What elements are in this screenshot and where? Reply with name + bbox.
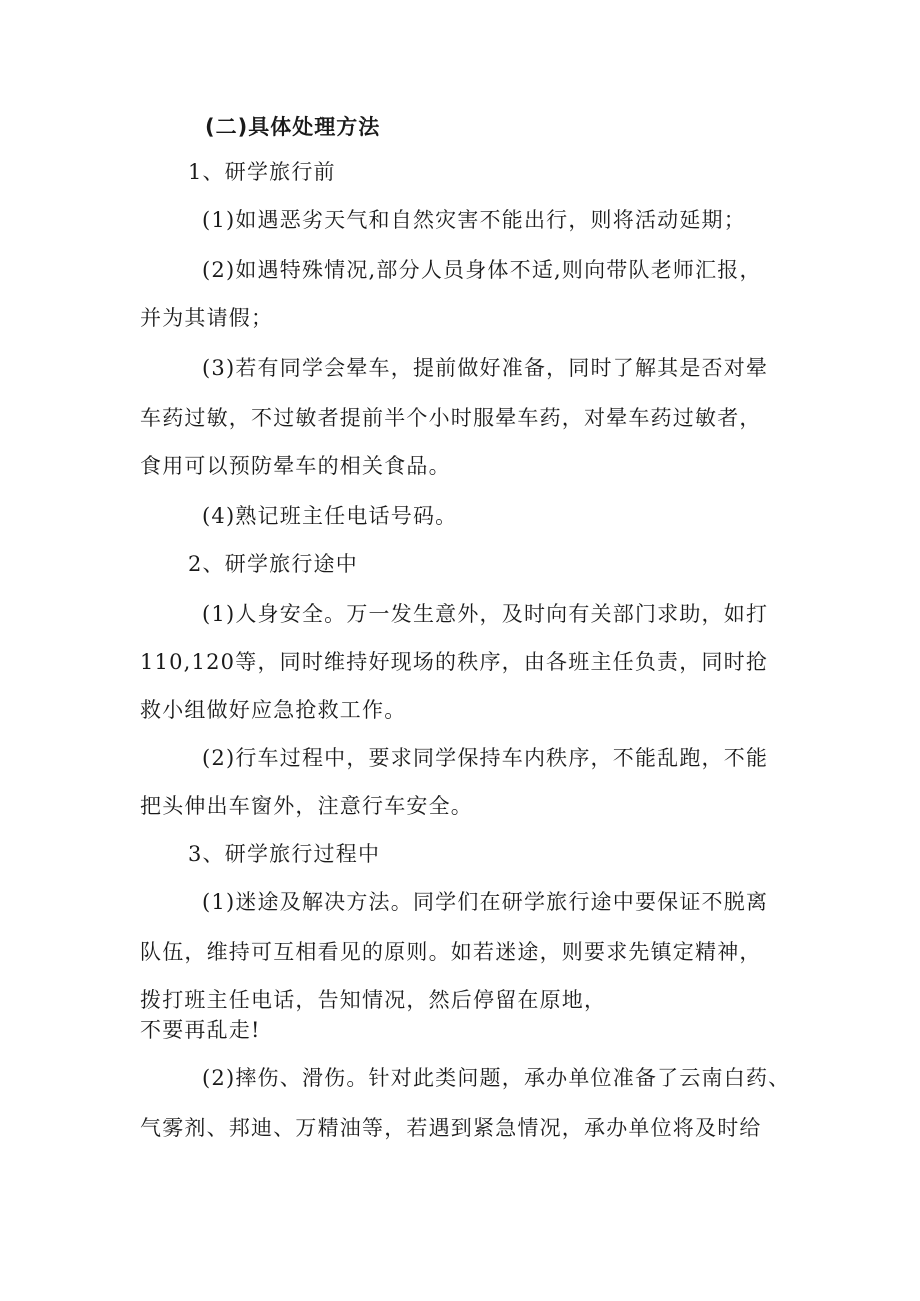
paragraph-line: (3)若有同学会晕车，提前做好准备，同时了解其是否对晕 [202,356,769,380]
paragraph-line: (1)如遇恶劣天气和自然灾害不能出行，则将活动延期； [202,208,746,232]
paragraph-line: 110,120等，同时维持好现场的秩序，由各班主任负责，同时抢 [140,650,769,674]
paragraph-line: 车药过敏，不过敏者提前半个小时服晕车药，对晕车药过敏者， [140,406,762,430]
paragraph-line: 队伍，维持可互相看见的原则。如若迷途，则要求先镇定精神， [140,940,762,964]
paragraph-line: 把头伸出车窗外，注意行车安全。 [140,794,473,818]
subsection-title-during-trip: 2、研学旅行途中 [188,552,358,576]
subsection-title-before-trip: 1、研学旅行前 [188,160,336,184]
paragraph-line: 气雾剂、邦迪、万精油等，若遇到紧急情况，承办单位将及时给 [140,1116,762,1140]
paragraph-line: (2)如遇特殊情况,部分人员身体不适,则向带队老师汇报， [202,258,762,282]
paragraph-line: (2)行车过程中，要求同学保持车内秩序，不能乱跑，不能 [202,746,769,770]
paragraph-line: 救小组做好应急抢救工作。 [140,698,407,722]
paragraph-line: 并为其请假； [140,306,274,330]
paragraph-line: (4)熟记班主任电话号码。 [202,504,458,528]
paragraph-line: (1)迷途及解决方法。同学们在研学旅行途中要保证不脱离 [202,890,769,914]
section-heading: (二)具体处理方法 [205,115,381,139]
paragraph-line: (2)摔伤、滑伤。针对此类问题，承办单位准备了云南白药、 [202,1066,791,1090]
paragraph-line: 拨打班主任电话，告知情况，然后停留在原地， [140,988,607,1012]
subsection-title-trip-process: 3、研学旅行过程中 [188,842,381,866]
paragraph-line: (1)人身安全。万一发生意外，及时向有关部门求助，如打 [202,602,769,626]
paragraph-line: 食用可以预防晕车的相关食品。 [140,454,451,478]
paragraph-line: 不要再乱走! [140,1018,261,1042]
